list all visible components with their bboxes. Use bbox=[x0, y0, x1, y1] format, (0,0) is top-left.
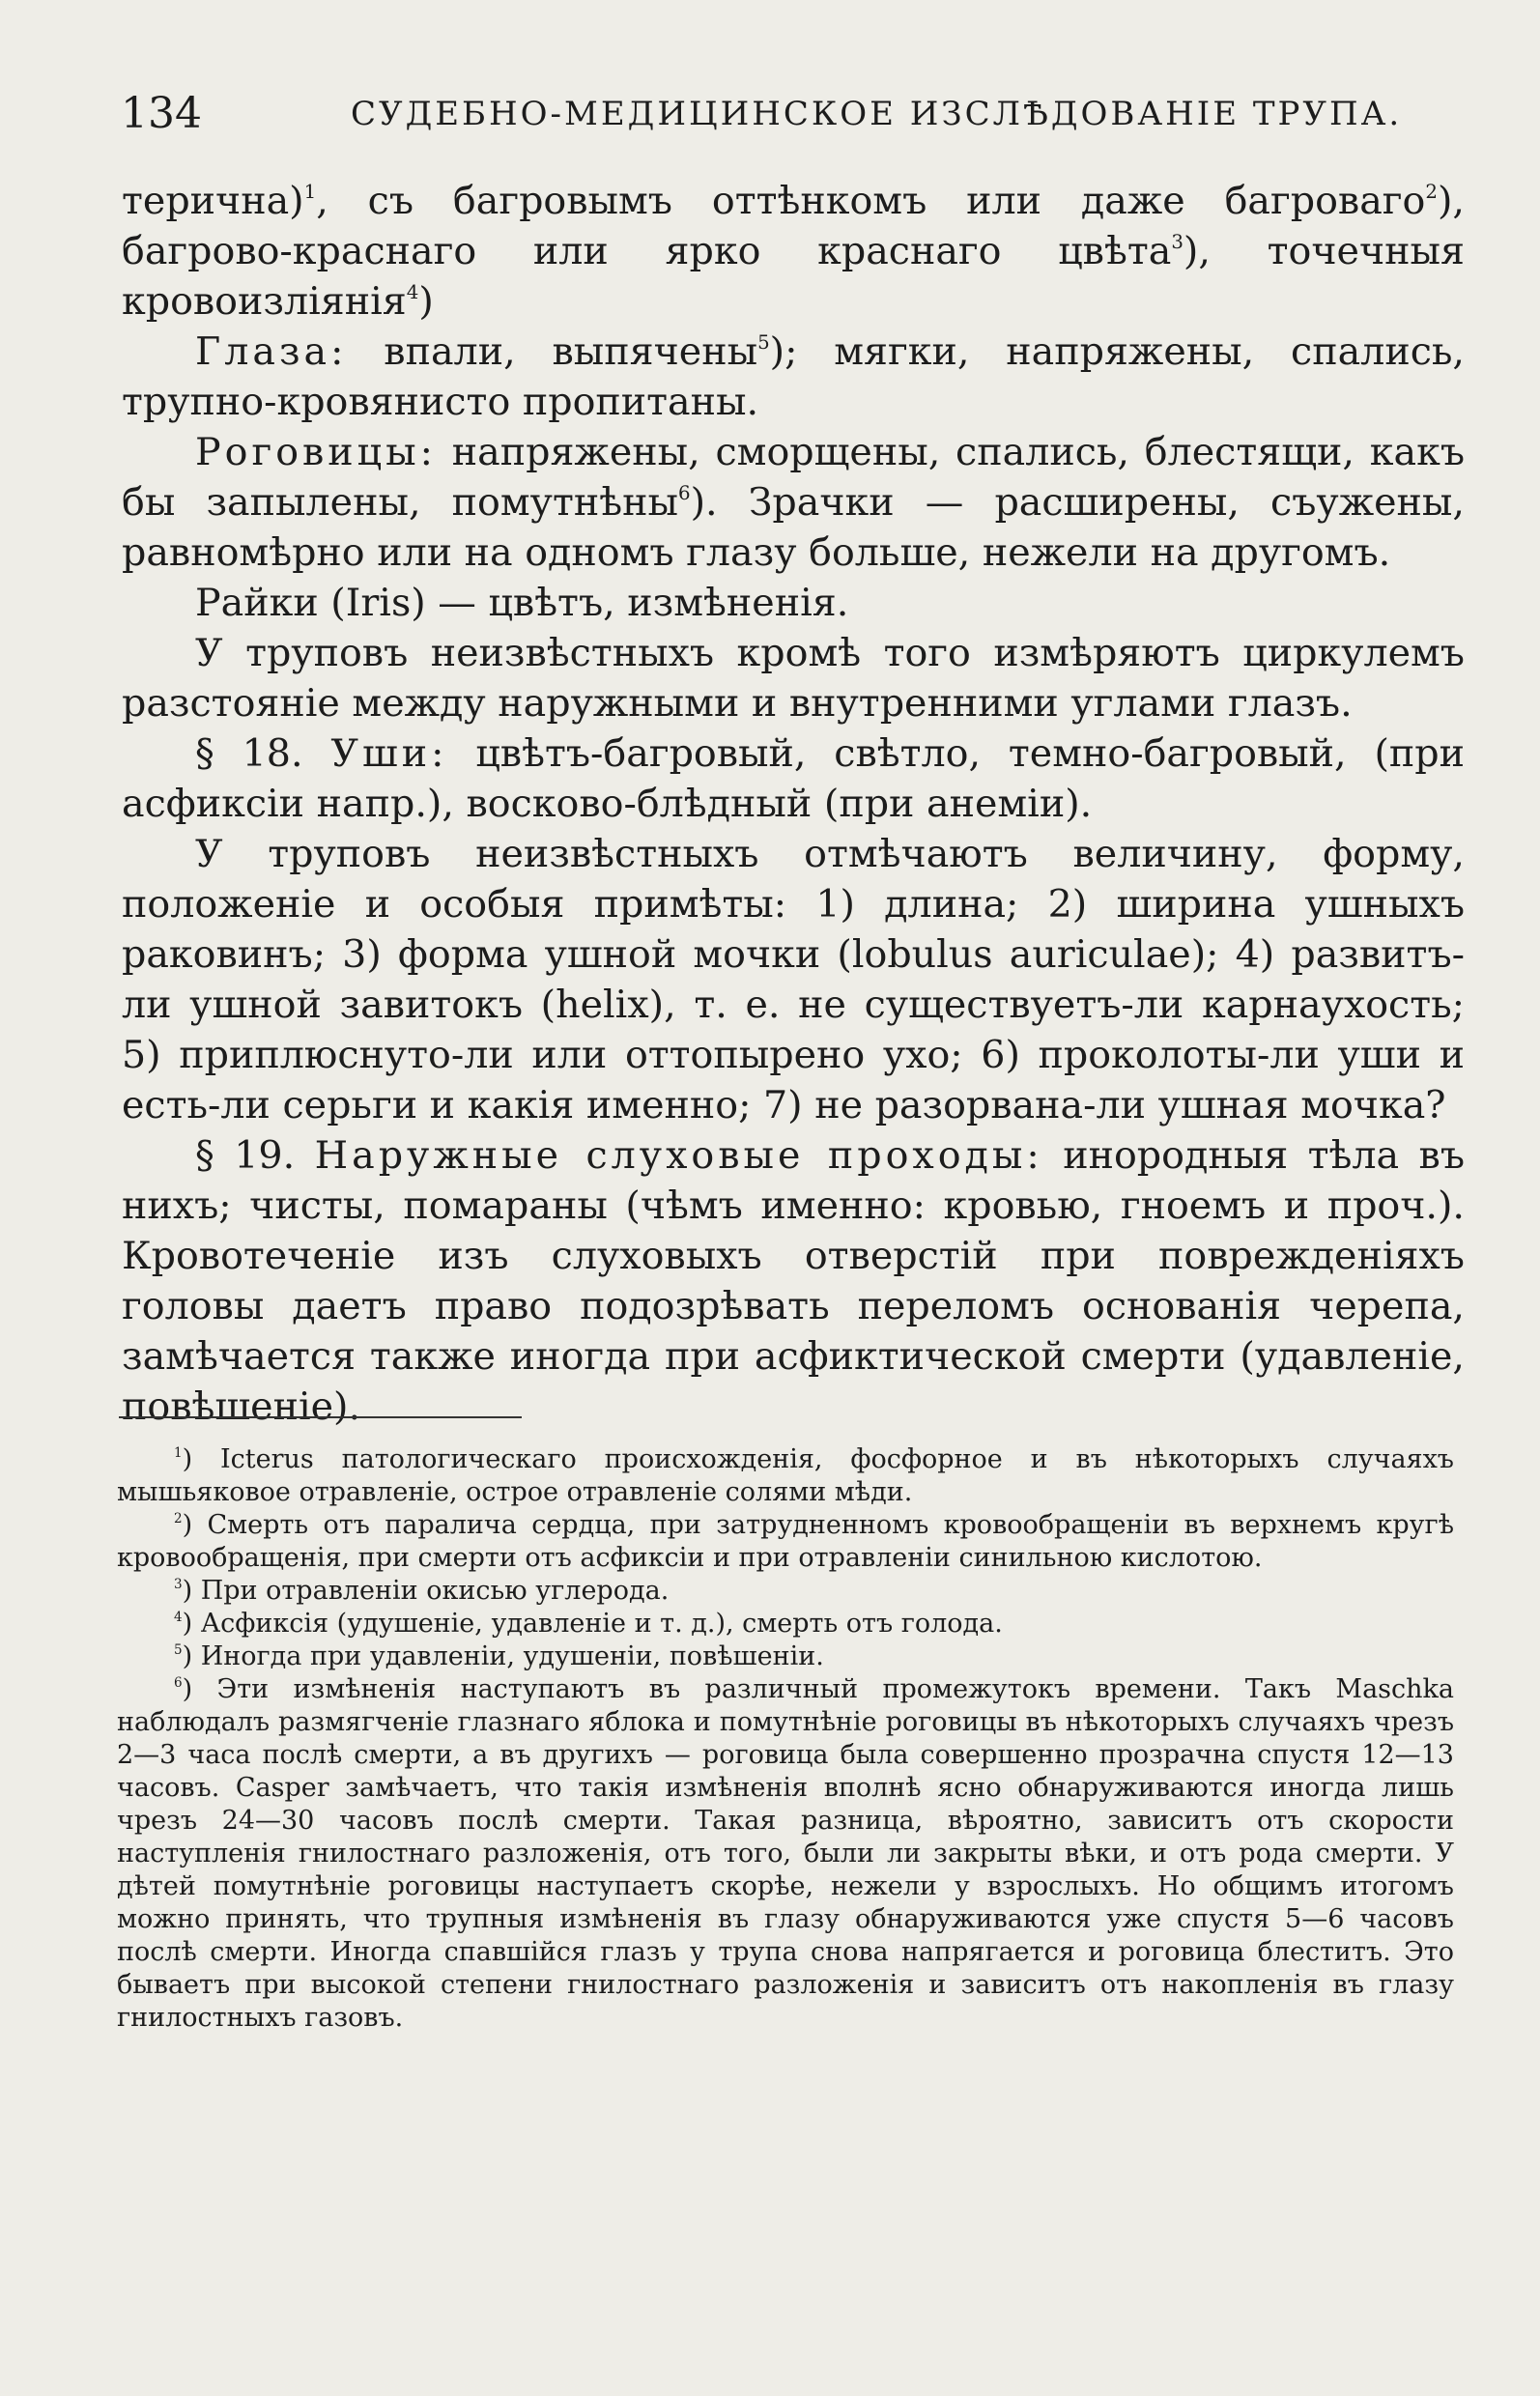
footnotes bbox=[117, 1443, 1454, 2035]
term-iris: Райки (Iris) bbox=[195, 581, 426, 625]
footnote-ref: 2 bbox=[1425, 181, 1438, 204]
footnote-ref: 3 bbox=[1171, 231, 1184, 254]
footnote-4: $^4$) Асфиксія (удушеніе, удавленіе и т. д.), смерть отъ голода. bbox=[174, 1609, 1003, 1639]
footnote-mark: 4 bbox=[174, 1610, 183, 1626]
footnote-ref: 4 bbox=[406, 281, 419, 304]
footnote-separator bbox=[119, 1416, 522, 1418]
footnote-ref: 5 bbox=[757, 331, 770, 355]
term-cornea: Роговицы: bbox=[195, 430, 437, 474]
footnote-1: $^1$) Icterus патологическаго происхожденія, фосфорное и въ нѣкоторыхъ случаяхъ мышьяковое отравленіе, острое отравленіе солями мѣди. bbox=[117, 1444, 1454, 1507]
term-ears: Уши: bbox=[330, 731, 448, 776]
footnote-5: $^5$) Иногда при удавленіи, удушеніи, повѣшеніи. bbox=[174, 1641, 824, 1671]
footnote-mark: 1 bbox=[174, 1445, 183, 1462]
page-number: 134 bbox=[121, 89, 202, 138]
section-mark-18: § 18. bbox=[195, 731, 303, 776]
footnote-ref: 1 bbox=[303, 181, 317, 204]
page-header bbox=[121, 89, 1454, 147]
paragraph-iris: Райки (Iris) — цвѣтъ, измѣненія. bbox=[195, 581, 849, 625]
section-mark-19: § 19. bbox=[195, 1133, 296, 1178]
footnote-3: $^3$) При отравленіи окисью углерода. bbox=[174, 1576, 670, 1606]
paragraph-skin-color: терична)$^1$, съ багровымъ оттѣнкомъ или даже багроваго$^2$), багрово-краснаго или ярко краснаго цвѣта$^3$), точечныя кровоизліянія$^4$) bbox=[122, 179, 1465, 324]
paragraph-section-18: § 18. Уши: цвѣтъ-багровый, свѣтло, темно-багровый, (при асфиксіи напр.), восково-блѣдный (при анеміи). bbox=[122, 731, 1466, 826]
paragraph-eyes: Глаза: впали, выпячены$^5$); мягки, напряжены, спались, трупно-кровянисто пропитаны. bbox=[122, 329, 1466, 424]
paragraph-unknown-ears: У труповъ неизвѣстныхъ отмѣчаютъ величину, форму, положеніе и особыя примѣты: 1) длина; 2) ширина ушныхъ раковинъ; 3) форма ушной мочки (lobulus auriculae); 4) развитъ-ли ушной завитокъ (helix), т. е. не существуетъ-ли карнаухость; 5) приплюснуто-ли или оттопырено ухо; 6) проколоты-ли уши и есть-ли серьги и какія именно; 7) не разорвана-ли ушная мочка? bbox=[122, 832, 1465, 1127]
term-ear-canals: Наружные слуховые проходы: bbox=[314, 1133, 1043, 1178]
main-text bbox=[122, 176, 1465, 1432]
footnote-mark: 3 bbox=[174, 1577, 183, 1593]
term-eyes: Глаза: bbox=[195, 329, 348, 374]
footnote-mark: 6 bbox=[174, 1675, 183, 1692]
paragraph-unknown-eyes: У труповъ неизвѣстныхъ кромѣ того измѣряютъ циркулемъ разстояніе между наружными и внутренними углами глазъ. bbox=[122, 631, 1465, 726]
running-head: СУДЕБНО-МЕДИЦИНСКОЕ ИЗСЛѢДОВАНІЕ ТРУПА. bbox=[351, 95, 1403, 133]
paragraph-cornea: Роговицы: напряжены, сморщены, спались, блестящи, какъ бы запылены, помутнѣны$^6$). Зрачки — расширены, съужены, равномѣрно или на одномъ глазу больше, нежели на другомъ. bbox=[122, 430, 1465, 575]
paragraph-section-19: § 19. Наружные слуховые проходы: инородныя тѣла въ нихъ; чисты, помараны (чѣмъ именно: кровью, гноемъ и проч.). Кровотеченіе изъ слуховыхъ отверстій при поврежденіяхъ головы даетъ право подозрѣвать переломъ основанія черепа, замѣчается также иногда при асфиктической смерти (удавленіе, повѣшеніе). bbox=[122, 1133, 1465, 1429]
footnote-ref: 6 bbox=[677, 482, 691, 505]
footnote-mark: 5 bbox=[174, 1642, 183, 1659]
footnote-6: $^6$) Эти измѣненія наступаютъ въ различный промежутокъ времени. Такъ Maschka наблюдалъ размягченіе глазнаго яблока и помутнѣніе роговицы въ нѣкоторыхъ случаяхъ чрезъ 2—3 часа послѣ смерти, а въ другихъ — роговица была совершенно прозрачна спустя 12—13 часовъ. Casper замѣчаетъ, что такія измѣненія вполнѣ ясно обнаруживаются иногда лишь чрезъ 24—30 часовъ послѣ смерти. Такая разница, вѣроятно, зависитъ отъ скорости наступленія гнилостнаго разложенія, отъ того, были ли закрыты вѣки, и отъ рода смерти. У дѣтей помутнѣніе роговицы наступаетъ скорѣе, нежели у взрослыхъ. Но общимъ итогомъ можно принять, что трупныя измѣненія въ глазу обнаруживаются уже спустя 5—6 часовъ послѣ смерти. Иногда спавшійся глазъ у трупа снова напрягается и роговица блеститъ. Это бываетъ при высокой степени гнилостнаго разложенія и зависитъ отъ накопленія въ глазу гнилостныхъ газовъ. bbox=[117, 1674, 1454, 2033]
footnote-mark: 2 bbox=[174, 1511, 183, 1527]
footnote-2: $^2$) Смерть отъ паралича сердца, при затрудненномъ кровообращеніи въ верхнемъ кругѣ кровообращенія, при смерти отъ асфиксіи и при отравленіи синильною кислотою. bbox=[117, 1510, 1454, 1573]
